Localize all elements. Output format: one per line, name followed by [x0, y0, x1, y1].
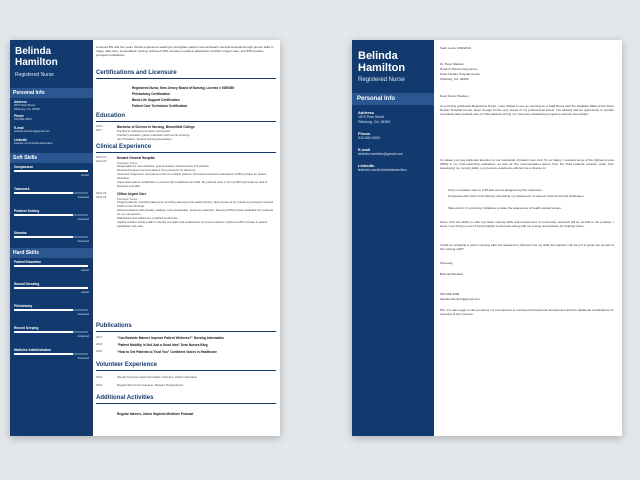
job-bullet: Received frequent commendations from preceptor for efficiency.: [117, 168, 197, 172]
cover-personal-info-heading: Personal Info: [352, 93, 434, 105]
education-bullet: Enrolled in wellness promotion coursework.: [117, 129, 171, 133]
signature-name: Belinda Hamilton: [440, 272, 464, 276]
skill-bar: [14, 331, 88, 333]
job-bullet: Maintained strict adherence to HIPAA at all times.: [117, 216, 179, 220]
skill-bar-fill: [14, 309, 73, 311]
skill-bar-fill: [14, 287, 88, 289]
address-line-1: 1570 Park Street: [358, 115, 385, 119]
job-bullet: Triaged patients, including taking and recording vital signs and patient history. Spot checks of my results by preceptor returned 100% correct findings.: [117, 200, 274, 208]
skill-bar: [14, 353, 88, 355]
divider: [96, 331, 276, 332]
publication-title: "Patient Mobility is Not Just a Good Idea" Dear Nurses Blog: [117, 343, 208, 347]
last-name: Hamilton: [358, 62, 406, 74]
publications-heading: Publications: [96, 323, 132, 329]
skill-name: Phlebotomy: [14, 304, 33, 308]
letter-paragraph: I'm aware you pay particular attention to our standards of patient care. And I'm so happy I received some of the highest scores (98%) in my post-internship evaluation, as well as five commendation letters from the child patients' parents. Apart from developing my nursing skills, my previous experience offered me a chance to:: [440, 158, 614, 171]
job-bullet: Assessed, diagnosed, and planned care for multiple patients. Received consistent evaluations of 95% positive for patient education.: [117, 172, 267, 180]
volunteer-year: 2016: [96, 375, 103, 379]
skill-bar-fill: [14, 331, 73, 333]
resume-main: [96, 40, 276, 436]
divider: [96, 152, 276, 153]
cert-item: Phlebotomy Certification: [132, 92, 170, 96]
letter-bullet: Carry out patient care in a 35-bed unit as assigned by the supervisor.: [448, 188, 543, 192]
skill-bar: [14, 309, 88, 311]
activity-item: Regular listener, Johns Hopkins Medicine Podcast: [117, 412, 194, 416]
job-bullet: Applied problem solving skills to identify strengths and weaknesses of current solutions. Achieved 15% increase in patient satisfaction with care.: [117, 220, 268, 228]
letter-paragraph: As a freshly graduated Registered Nurse, I was thrilled to see an opening for a Staff Nurse with the Pediatric Ward at the Peter Nestler Hospital Centre. Even though it's the very outset of my professional career, I've already had an opportunity to provide compassionate bedside care to child patients during my numerous shadowing programs and two internships.: [440, 104, 614, 117]
phone-label: Phone: [358, 131, 371, 136]
letter-paragraph: Since both the ability to offer top-class nursing skills and involvement in community outreach will be central to the position, I know I can bring in a lot of fresh insights to the team along with my energy and passion for helping others.: [440, 220, 614, 229]
letter-paragraph: Could we schedule a call or meeting after the weekend to discuss how my skills and passion can be put to good use as part of the nursing staff?: [440, 243, 614, 252]
skill-bar-fill: [14, 192, 73, 194]
address-line-2: Pittsburg, CA, 94565: [14, 106, 40, 111]
email-value: belinda.hamilton@gmail.com: [358, 152, 403, 156]
job-title: Preceptor Nurse: [117, 197, 138, 201]
publication-year: 2016: [96, 349, 103, 353]
skill-bar: [14, 214, 88, 216]
signature-email: belinda.hamilton@gmail.com: [440, 297, 480, 301]
skill-name: Problem Solving: [14, 209, 40, 213]
address-label: Address: [14, 100, 27, 104]
job-employer: Newark General Hospital: [117, 156, 155, 160]
recipient-line: Head of Human Resources: [440, 67, 478, 71]
address-label: Address: [358, 110, 375, 115]
postscript: PS—I'm also eager to tell you about my commitment to continued professional development and the additional certifications I'm pursuing at the moment.: [440, 308, 615, 317]
skill-bar: [14, 192, 88, 194]
skill-bar-fill: [14, 236, 73, 238]
salutation: Dear Doctor Madsen,: [440, 94, 470, 98]
cover-name: [358, 50, 405, 74]
letter-date: Saint Louis, 3/30/2019: [440, 46, 471, 50]
education-bullet: Teacher's assistant, patient education and wound dressing.: [117, 133, 191, 137]
resume-role: Registered Nurse: [15, 72, 54, 78]
experience-heading: Clinical Experience: [96, 144, 152, 150]
job-bullet: Responsible for care activities, goal and safety achievements of 8 patients.: [117, 164, 210, 168]
email-label: E-mail: [358, 147, 371, 152]
linkedin-label: LinkedIn: [358, 163, 375, 168]
last-name: Hamilton: [15, 57, 58, 68]
skill-name: Compassion: [14, 165, 34, 169]
job-dates: 2019-10 - 2021-06: [96, 155, 108, 163]
linkedin-value: linkedin.com/in/belindahamilton: [358, 168, 407, 172]
cover-role: Registered Nurse: [358, 77, 405, 83]
first-name: Belinda: [15, 46, 52, 57]
skill-bar: [14, 236, 88, 238]
education-dates: 2014 - 2017: [96, 124, 104, 132]
resume-name: [15, 46, 58, 68]
skill-name: Teamwork: [14, 187, 30, 191]
recipient-line: Dr. Peter Madsen: [440, 62, 465, 66]
cert-item: Registered Nurse, New Jersey Board of Nursing, License # 0080080: [132, 86, 235, 90]
soft-skills-heading: Soft Skills: [10, 153, 93, 163]
address-line-2: Pittsburg, CA, 94565: [358, 120, 391, 124]
skill-level: Advanced: [77, 335, 89, 338]
cert-item: Basic Life Support Certification: [132, 98, 180, 102]
resume-sidebar: [10, 40, 93, 436]
skill-level: Advanced: [77, 357, 89, 360]
skill-bar-fill: [14, 265, 88, 267]
divider: [96, 121, 276, 122]
skill-name: Medicine Administration: [14, 348, 51, 352]
skill-bar-fill: [14, 214, 73, 216]
skill-bar-fill: [14, 353, 73, 355]
volunteer-heading: Volunteer Experience: [96, 362, 157, 368]
publication-year: 2017: [96, 335, 103, 339]
skill-level: Expert: [81, 291, 89, 294]
resume-page: [10, 40, 280, 436]
job-title: Preceptor Nurse: [117, 161, 138, 165]
skill-level: Expert: [81, 174, 89, 177]
skill-bar: [14, 287, 88, 289]
activities-heading: Additional Activities: [96, 395, 154, 401]
linkedin-value: linkedin.com/in/belindahamilton: [14, 141, 53, 145]
skill-bar: [14, 170, 88, 172]
phone-value: 510-684-9300: [358, 136, 380, 140]
address-line-1: 2570 Park Street: [14, 103, 35, 107]
skill-name: Record Keeping: [14, 326, 39, 330]
volunteer-year: 2016: [96, 383, 103, 387]
skill-level: Expert: [81, 269, 89, 272]
job-dates: 2016-09 - 2018-06: [96, 191, 108, 199]
volunteer-item: Regular Red Cross Volunteer, Disaster Preparedness: [117, 383, 184, 387]
skill-level: Advanced: [77, 218, 89, 221]
phone-value: 510-684-9300: [14, 117, 32, 121]
divider: [96, 370, 276, 371]
job-bullet: Supervised patient mobilization to prevent skin breakdown and falls. My patients were in the top 90th percentile for lack of bedsores and falls.: [117, 180, 268, 188]
email-value: belinda.hamilton@gmail.com: [14, 129, 50, 133]
job-bullet: Assisted patients with transfer, walking, exam preparation, specimen collection. Received 95% positive feedback from patients for my compassion.: [117, 208, 274, 216]
skill-bar-fill: [14, 170, 88, 172]
email-label: E-mail: [14, 126, 24, 130]
divider: [96, 403, 276, 404]
cover-letter-page: [352, 40, 622, 436]
publication-title: "Can Bedside Manner Improve Patient Wellness?" Nursing Informatics: [117, 336, 224, 340]
publication-year: 2016: [96, 342, 103, 346]
phone-label: Phone: [14, 114, 24, 118]
skill-name: Wound Dressing: [14, 282, 40, 286]
letter-bullet: Cooperate with other units thereby increasing my awareness of various cross-functional challenges.: [448, 194, 585, 198]
closing: Sincerely,: [440, 261, 454, 265]
cert-item: Patient Care Technician Certification: [132, 104, 188, 108]
certifications-heading: Certifications and Licensure: [96, 70, 177, 76]
publication-title: "How to Get Patients to Trust You" Confident Voices in Healthcare: [117, 350, 217, 354]
education-bullet: Vice President, Student Nursing Association.: [117, 137, 173, 141]
skill-level: Advanced: [77, 313, 89, 316]
signature-phone: 510-684-9300: [440, 292, 460, 296]
volunteer-item: Weekly American Heart Association Volunteer, Patient Education: [117, 375, 198, 379]
personal-info-heading: Personal Info: [10, 88, 93, 98]
recipient-line: Pittsburg, CA, 94565: [440, 77, 469, 81]
skill-name: Patient Education: [14, 260, 41, 264]
hard-skills-heading: Hard Skills: [10, 248, 93, 258]
recipient-line: Peter Nestler Hospital Centre: [440, 72, 481, 76]
skill-level: Advanced: [77, 196, 89, 199]
skill-level: Advanced: [77, 240, 89, 243]
linkedin-label: LinkedIn: [14, 138, 28, 142]
letter-bullet: Take part in 2 community initiatives to raise the awareness of health-related issues.: [448, 206, 562, 210]
education-heading: Education: [96, 113, 126, 119]
skill-name: Stamina: [14, 231, 27, 235]
cover-sidebar: [352, 40, 434, 436]
divider: [96, 78, 276, 79]
summary-text: Licensed RN with five years clinical experience seeking to strengthen patient care at Newark General Hospital through proven skills in triage, daily care, and pediatric nursing. Achieved 15% increase in patient satisfaction at Clifton Urgent Care, and 55% positive preceptor evaluations.: [96, 45, 274, 57]
education-degree: Bachelor of Science in Nursing, Bloomfield College: [117, 125, 195, 129]
first-name: Belinda: [358, 50, 398, 62]
skill-bar: [14, 265, 88, 267]
job-employer: Clifton Urgent Care: [117, 192, 147, 196]
